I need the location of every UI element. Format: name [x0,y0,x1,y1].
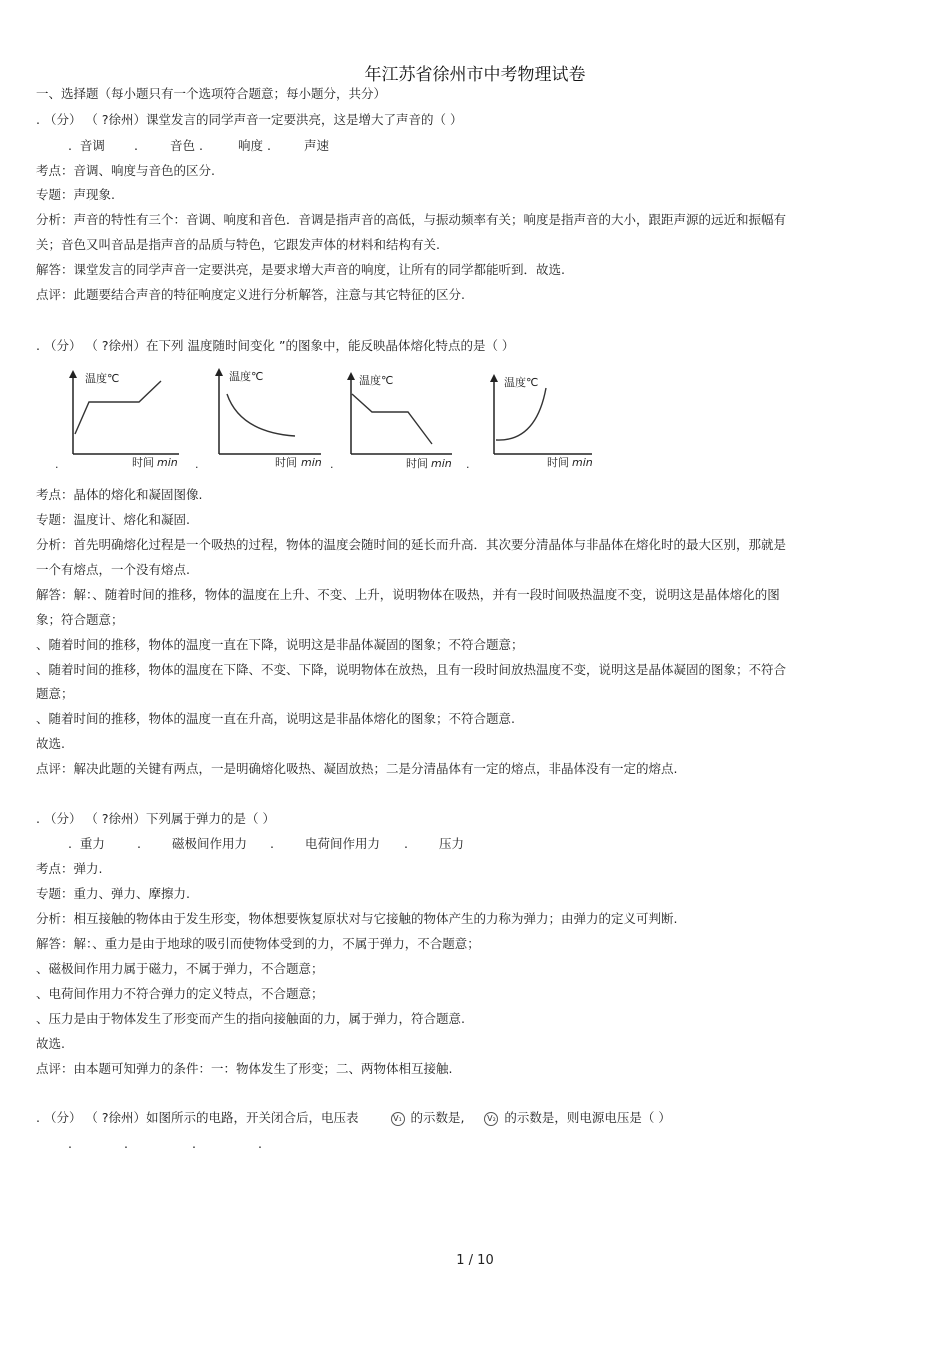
q2-graph-b [195,364,325,469]
q3-dianping: 点评：由本题可知弹力的条件：一：物体发生了形变；二、两物体相互接触. [36,1061,453,1076]
q1-option-b: 音色 . [170,138,203,153]
q1-fenxi-line2: 关；音色又叫音品是指声音的品质与特色，它跟发声体的材料和结构有关. [36,237,440,252]
q3-jieda-line1: 解答：解：、重力是由于地球的吸引而使物体受到的力，不属于弹力，不合题意； [36,936,480,951]
x-axis-unit: min [301,456,322,469]
q2-guxuan: 故选. [36,736,65,751]
q1-stem: . （分） （ ?徐州）课堂发言的同学声音一定要洪亮，这是增大了声音的（ ） [36,112,463,127]
q3-jieda-line4: 、压力是由于物体发生了形变而产生的指向接触面的力，属于弹力，符合题意. [36,1011,465,1026]
q1-option-sep: . [134,138,138,153]
q2-jieda-line6: 、随着时间的推移，物体的温度一直在升高，说明这是非晶体熔化的图象；不符合题意. [36,711,515,726]
q4-option-b: . [124,1136,128,1151]
q3-jieda-line2: 、磁极间作用力属于磁力，不属于弹力，不合题意； [36,961,324,976]
q1-fenxi-line1: 分析：声音的特性有三个：音调、响度和音色．音调是指声音的高低，与振动频率有关；响度是指声音的大小，跟距声源的远近和振幅有 [36,212,787,227]
option-marker: . [55,458,59,471]
q3-option-d: 压力 [439,836,465,851]
page-title: 年江苏省徐州市中考物理试卷 [364,65,586,85]
q1-zhuanti: 专题：声现象. [36,187,115,202]
q2-jieda-line4: 、随着时间的推移，物体的温度在下降、不变、下降，说明物体在放热，且有一段时间放热温度不变，说明这是晶体凝固的图象；不符合 [36,662,787,677]
y-axis-label: 温度℃ [359,374,394,387]
q1-kaodian: 考点：音调、响度与音色的区分. [36,163,215,178]
q3-guxuan: 故选. [36,1036,65,1051]
q4-stem [36,1110,671,1126]
q2-graph-d [466,370,596,475]
q3-option-sep: . [404,836,408,851]
q2-fenxi-line2: 一个有熔点，一个没有熔点. [36,562,190,577]
q3-fenxi: 分析：相互接触的物体由于发生形变，物体想要恢复原状对与它接触的物体产生的力称为弹力；由弹力的定义可判断. [36,911,678,926]
q1-option-a: . 音调 [68,138,105,153]
q4-option-a: . [68,1136,72,1151]
q1-dianping: 点评：此题要结合声音的特征响度定义进行分析解答，注意与其它特征的区分. [36,287,465,302]
q2-fenxi-line1: 分析：首先明确熔化过程是一个吸热的过程，物体的温度会随时间的延长而升高．其次要分清晶体与非晶体在熔化时的最大区别，那就是 [36,537,787,552]
q3-stem: . （分） （ ?徐州）下列属于弹力的是（ ） [36,811,276,826]
section-heading: 一、选择题（每小题只有一个选项符合题意；每小题分，共分） [36,86,387,101]
q1-option-c: 响度 . [238,138,271,153]
q2-kaodian: 考点：晶体的熔化和凝固图像. [36,487,203,502]
temperature-curve [496,388,546,440]
y-axis-label: 温度℃ [504,376,539,389]
temperature-curve [227,394,295,436]
q4-option-d: . [258,1136,262,1151]
q2-graph-a [55,366,185,471]
option-marker: . [466,458,470,471]
x-axis-label: 时间 [132,456,154,469]
x-axis-unit: min [157,456,178,469]
q3-jieda-line3: 、电荷间作用力不符合弹力的定义特点，不合题意； [36,986,324,1001]
x-axis-unit: min [572,456,593,469]
y-axis-label: 温度℃ [229,370,264,383]
voltmeter-v1-icon: V₁ [391,1112,405,1126]
q3-option-sep: . [137,836,141,851]
q4-option-c: . [192,1136,196,1151]
q4-stem-part3: 的示数是，则电源电压是（ ） [504,1110,671,1125]
x-axis-label: 时间 [275,456,297,469]
q2-stem: . （分） （ ?徐州）在下列 温度随时间变化 ”的图象中，能反映晶体熔化特点的是（ ） [36,338,515,353]
x-axis-label: 时间 [547,456,569,469]
q3-kaodian: 考点：弹力. [36,861,103,876]
q4-stem-part1: . （分） （ ?徐州）如图所示的电路，开关闭合后，电压表 [36,1110,359,1125]
q2-jieda-line2: 象；符合题意； [36,612,124,627]
x-axis-unit: min [431,457,452,470]
q2-graph-c [330,368,460,473]
q2-jieda-line1: 解答：解：、随着时间的推移，物体的温度在上升、不变、上升，说明物体在吸热，并有一段时间吸热温度不变，说明这是晶体熔化的图 [36,587,780,602]
option-marker: . [330,458,334,471]
q4-stem-part2: 的示数是, [410,1110,465,1125]
page-number: 1 / 10 [456,1253,494,1268]
q3-option-c: 电荷间作用力 [305,836,381,851]
q3-option-b: 磁极间作用力 [172,836,248,851]
q1-jieda: 解答：课堂发言的同学声音一定要洪亮，是要求增大声音的响度，让所有的同学都能听到．故选. [36,262,565,277]
q2-zhuanti: 专题：温度计、熔化和凝固. [36,512,190,527]
option-marker: . [195,458,199,471]
q1-option-d: 声速 [304,138,330,153]
voltmeter-v2-icon: V₂ [484,1112,498,1126]
q2-dianping: 点评：解决此题的关键有两点，一是明确熔化吸热、凝固放热；二是分清晶体有一定的熔点，非晶体没有一定的熔点. [36,761,678,776]
temperature-curve [75,381,161,434]
q3-zhuanti: 专题：重力、弹力、摩擦力. [36,886,190,901]
x-axis-label: 时间 [406,457,428,470]
q2-jieda-line5: 题意； [36,686,74,701]
y-axis-label: 温度℃ [85,372,120,385]
q2-jieda-line3: 、随着时间的推移，物体的温度一直在下降，说明这是非晶体凝固的图象；不符合题意； [36,637,524,652]
q3-option-a: . 重力 [68,836,105,851]
q3-option-sep: . [270,836,274,851]
temperature-curve [352,394,432,444]
